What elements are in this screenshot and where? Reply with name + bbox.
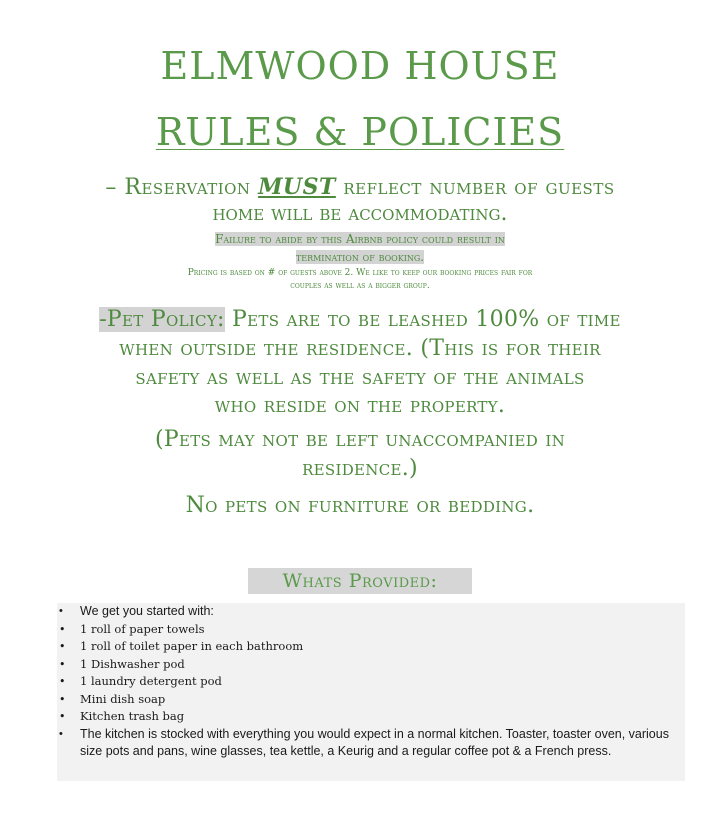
list-item: [57, 621, 685, 639]
bullet-icon: •: [59, 605, 63, 617]
list-item: [57, 708, 685, 726]
rules-title-text: RULES & POLICIES: [155, 110, 565, 154]
list-item: [57, 673, 685, 691]
reservation-line-1: [0, 174, 720, 200]
pet-policy-text: Pets are to be leashed 100% of time: [224, 307, 621, 332]
list-item-text: The kitchen is stocked with everything you would expect in a normal kitchen. Toaster, toaster oven, various size pots and pans, wine glasses, tea kettle, a Keurig and a regular coffee pot & a French press.: [80, 726, 669, 758]
failure-text-2: termination of booking.: [295, 250, 425, 264]
bullet-icon: •: [59, 657, 66, 671]
list-item: [57, 638, 685, 656]
reservation-prefix: – Reservation: [105, 175, 259, 200]
list-item-text: 1 roll of toilet paper in each bathroom: [80, 639, 304, 653]
bullet-icon: •: [59, 640, 66, 653]
pet-policy-line-3: safety as well as the safety of the animals: [135, 365, 585, 390]
list-item: [57, 603, 685, 621]
provided-list: [57, 603, 685, 761]
rules-title: [0, 110, 720, 154]
list-item-text: 1 Dishwasher pod: [80, 656, 185, 671]
failure-text-1: Failure to abide by this Airbnb policy could result in: [215, 232, 505, 246]
list-item-text: We get you started with:: [80, 604, 214, 618]
whats-provided-heading: Whats Provided:: [248, 568, 472, 594]
pet-policy-line-1: [0, 307, 720, 332]
list-item: [57, 656, 685, 674]
list-item-text: 1 laundry detergent pod: [80, 674, 222, 688]
pet-policy-line-2: when outside the residence. (This is for their: [119, 336, 601, 361]
failure-line-2: [0, 250, 720, 264]
pet-policy-line-5: (Pets may not be left unaccompanied in: [154, 427, 566, 452]
bullet-icon: •: [59, 622, 66, 636]
bullet-icon: •: [59, 692, 66, 706]
pet-policy-line-4: who reside on the property.: [214, 393, 506, 418]
reservation-line-2: home will be accommodating.: [212, 201, 508, 226]
pricing-line-2: couples as well as a bigger group.: [290, 281, 430, 291]
failure-line-1: [0, 232, 720, 246]
pet-policy-label: -Pet Policy:: [99, 307, 225, 332]
list-item: [57, 726, 685, 761]
provided-list-box: [57, 603, 685, 781]
list-item-text: Kitchen trash bag: [80, 709, 185, 723]
list-item-text: 1 roll of paper towels: [80, 621, 205, 636]
pet-policy-line-6: residence.): [302, 456, 418, 481]
pricing-line-1: Pricing is based on # of guests above 2. We like to keep our booking prices fair for: [187, 268, 533, 278]
list-item: [57, 691, 685, 709]
pet-policy-line-7: No pets on furniture or bedding.: [185, 493, 535, 518]
bullet-icon: •: [59, 710, 66, 723]
reservation-suffix: reflect number of guests: [335, 175, 615, 200]
bullet-icon: •: [59, 675, 66, 688]
list-item-text: Mini dish soap: [80, 691, 166, 706]
reservation-emphasis: MUST: [258, 174, 336, 200]
bullet-icon: •: [59, 727, 63, 740]
house-title: ELMWOOD HOUSE: [160, 44, 560, 88]
